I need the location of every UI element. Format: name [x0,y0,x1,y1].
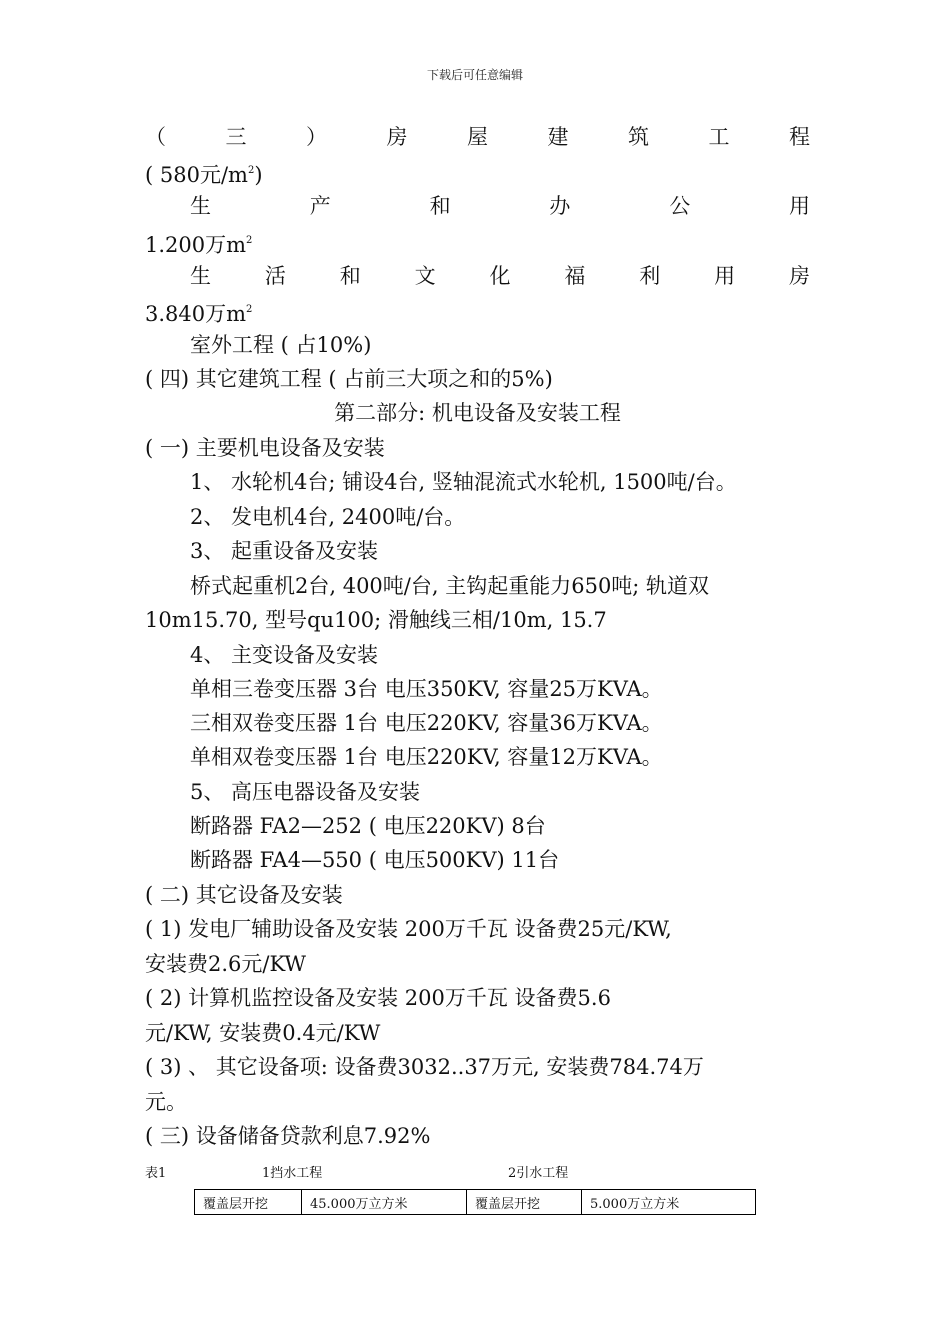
other-1-line-1: ( 1) 发电厂辅助设备及安装 200万千瓦 设备费25元/KW, [145,917,672,941]
other-2-line-2: 元/KW, 安装费0.4元/KW [145,1021,381,1045]
title-char: 程 [789,125,810,149]
title-char: 屋 [467,125,488,149]
breaker-1: 断路器 FA2—252 ( 电压220KV) 8台 [190,814,546,838]
table-col1-heading: 1挡水工程 [262,1166,323,1181]
item-transformer-title: 4、 主变设备及安装 [190,643,379,667]
breaker-2: 断路器 FA4—550 ( 电压500KV) 11台 [190,848,560,872]
title-char: 办 [549,194,571,218]
section-3-title [145,122,810,152]
title-char: 工 [708,125,730,149]
title-char: 文 [414,264,436,288]
data-table [194,1189,756,1215]
other-1-line-2: 安装费2.6元/KW [145,952,306,976]
living-welfare-area: 3.840万$m^2$ [145,302,253,326]
title-char: ） [306,125,327,149]
title-char: 和 [429,194,451,218]
table-cell: 5.000万立方米 [582,1190,756,1215]
other-3-line-2: 元。 [145,1090,187,1114]
title-char: 生 [190,264,211,288]
title-char: 建 [547,125,569,149]
title-char: 房 [386,125,408,149]
transformer-1: 单相三卷变压器 3台 电压350KV, 容量25万KVA。 [190,677,663,701]
equipment-3-title: ( 三) 设备储备贷款利息7.92% [145,1124,431,1148]
equipment-1-title: ( 一) 主要机电设备及安装 [145,436,385,460]
table-cell: 覆盖层开挖 [195,1190,302,1215]
title-char: 公 [669,194,691,218]
title-char: 福 [564,264,586,288]
title-char: （ [145,125,166,149]
other-3-line-1: ( 3) 、 其它设备项: 设备费3032..37万元, 安装费784.74万 [145,1055,704,1079]
crane-detail-1: 桥式起重机2台, 400吨/台, 主钩起重能力650吨; 轨道双 [190,574,710,598]
production-office-line [190,191,810,221]
title-char: 和 [339,264,361,288]
title-char: 化 [489,264,511,288]
section-4-title: ( 四) 其它建筑工程 ( 占前三大项之和的5%) [145,367,553,391]
item-hv-title: 5、 高压电器设备及安装 [190,780,421,804]
title-char: 用 [714,264,736,288]
title-char: 用 [788,194,810,218]
other-2-line-1: ( 2) 计算机监控设备及安装 200万千瓦 设备费5.6 [145,986,611,1010]
living-welfare-line [190,261,810,291]
outdoor-works: 室外工程 ( 占10%) [190,333,372,357]
table-cell: 45.000万立方米 [302,1190,467,1215]
transformer-3: 单相双卷变压器 1台 电压220KV, 容量12万KVA。 [190,745,663,769]
section-3-cont: ( 580元$/m^2$) [145,163,263,187]
title-char: 三 [225,125,247,149]
production-office-area: 1.200万$m^2$ [145,233,253,257]
item-generator: 2、 发电机4台, 2400吨/台。 [190,505,466,529]
title-char: 活 [264,264,286,288]
table-cell: 覆盖层开挖 [467,1190,582,1215]
title-char: 生 [190,194,211,218]
part-2-title: 第二部分: 机电设备及安装工程 [334,401,621,425]
title-char: 利 [639,264,661,288]
table-col2-heading: 2引水工程 [508,1166,569,1181]
crane-detail-2: 10m15.70, 型号qu100; 滑触线三相/10m, 15.7 [145,608,607,632]
title-char: 筑 [628,125,649,149]
title-char: 房 [789,264,810,288]
item-crane-title: 3、 起重设备及安装 [190,539,379,563]
table-row [195,1190,756,1215]
transformer-2: 三相双卷变压器 1台 电压220KV, 容量36万KVA。 [190,711,663,735]
item-turbine: 1、 水轮机4台; 铺设4台, 竖轴混流式水轮机, 1500吨/台。 [190,470,737,494]
table-label: 表1 [145,1166,167,1181]
equipment-2-title: ( 二) 其它设备及安装 [145,883,343,907]
page-header: 下载后可任意编辑 [426,68,523,82]
title-char: 产 [309,194,331,218]
